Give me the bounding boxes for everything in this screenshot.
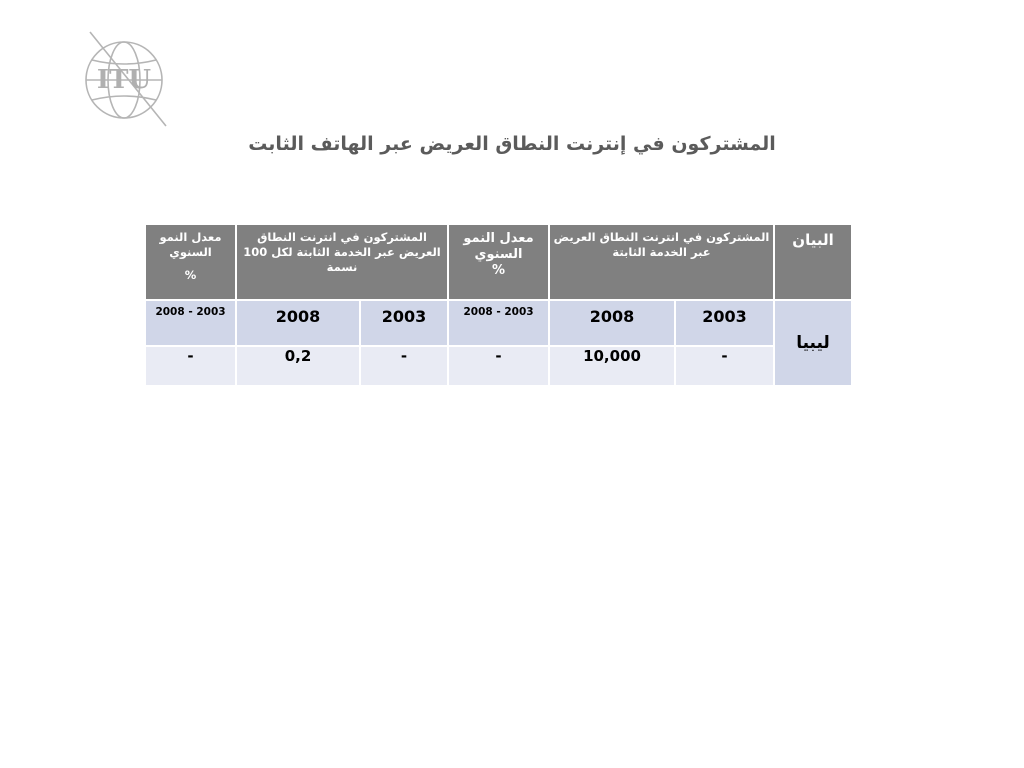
subheader-per100-2008: 2008	[236, 300, 360, 346]
cell-growth: -	[448, 346, 549, 386]
row-label-country: ليبيا	[774, 300, 852, 386]
cell-subs-2008: 10,000	[549, 346, 675, 386]
subheader-range-per100: 2008 - 2003	[145, 300, 236, 346]
subscribers-table	[144, 223, 853, 387]
header-growth-rate-per100: معدل النمو السنوي %	[145, 224, 236, 300]
header-subscribers-per100: المشتركون في انترنت النطاق العريض عبر الخدمة الثابتة لكل 100 نسمة	[236, 224, 448, 300]
subheader-range-subs: 2008 - 2003	[448, 300, 549, 346]
itu-logo-text: ITU	[96, 65, 152, 95]
subheader-per100-2003: 2003	[360, 300, 448, 346]
cell-per100-2008: 0,2	[236, 346, 360, 386]
table-subheader-row	[145, 300, 852, 346]
header-growth-rate: معدل النمو السنوي %	[448, 224, 549, 300]
subheader-subs-2008: 2008	[549, 300, 675, 346]
cell-per100-2003: -	[360, 346, 448, 386]
header-label: البيان	[774, 224, 852, 300]
header-subscribers: المشتركون في انترنت النطاق العريض عبر الخدمة الثابتة	[549, 224, 774, 300]
subheader-subs-2003: 2003	[675, 300, 774, 346]
itu-logo	[78, 30, 170, 128]
page-title: المشتركون في إنترنت النطاق العريض عبر الهاتف الثابت	[248, 133, 776, 155]
table-header-row	[145, 224, 852, 300]
cell-growth-per100: -	[145, 346, 236, 386]
table-row	[145, 346, 852, 386]
cell-subs-2003: -	[675, 346, 774, 386]
